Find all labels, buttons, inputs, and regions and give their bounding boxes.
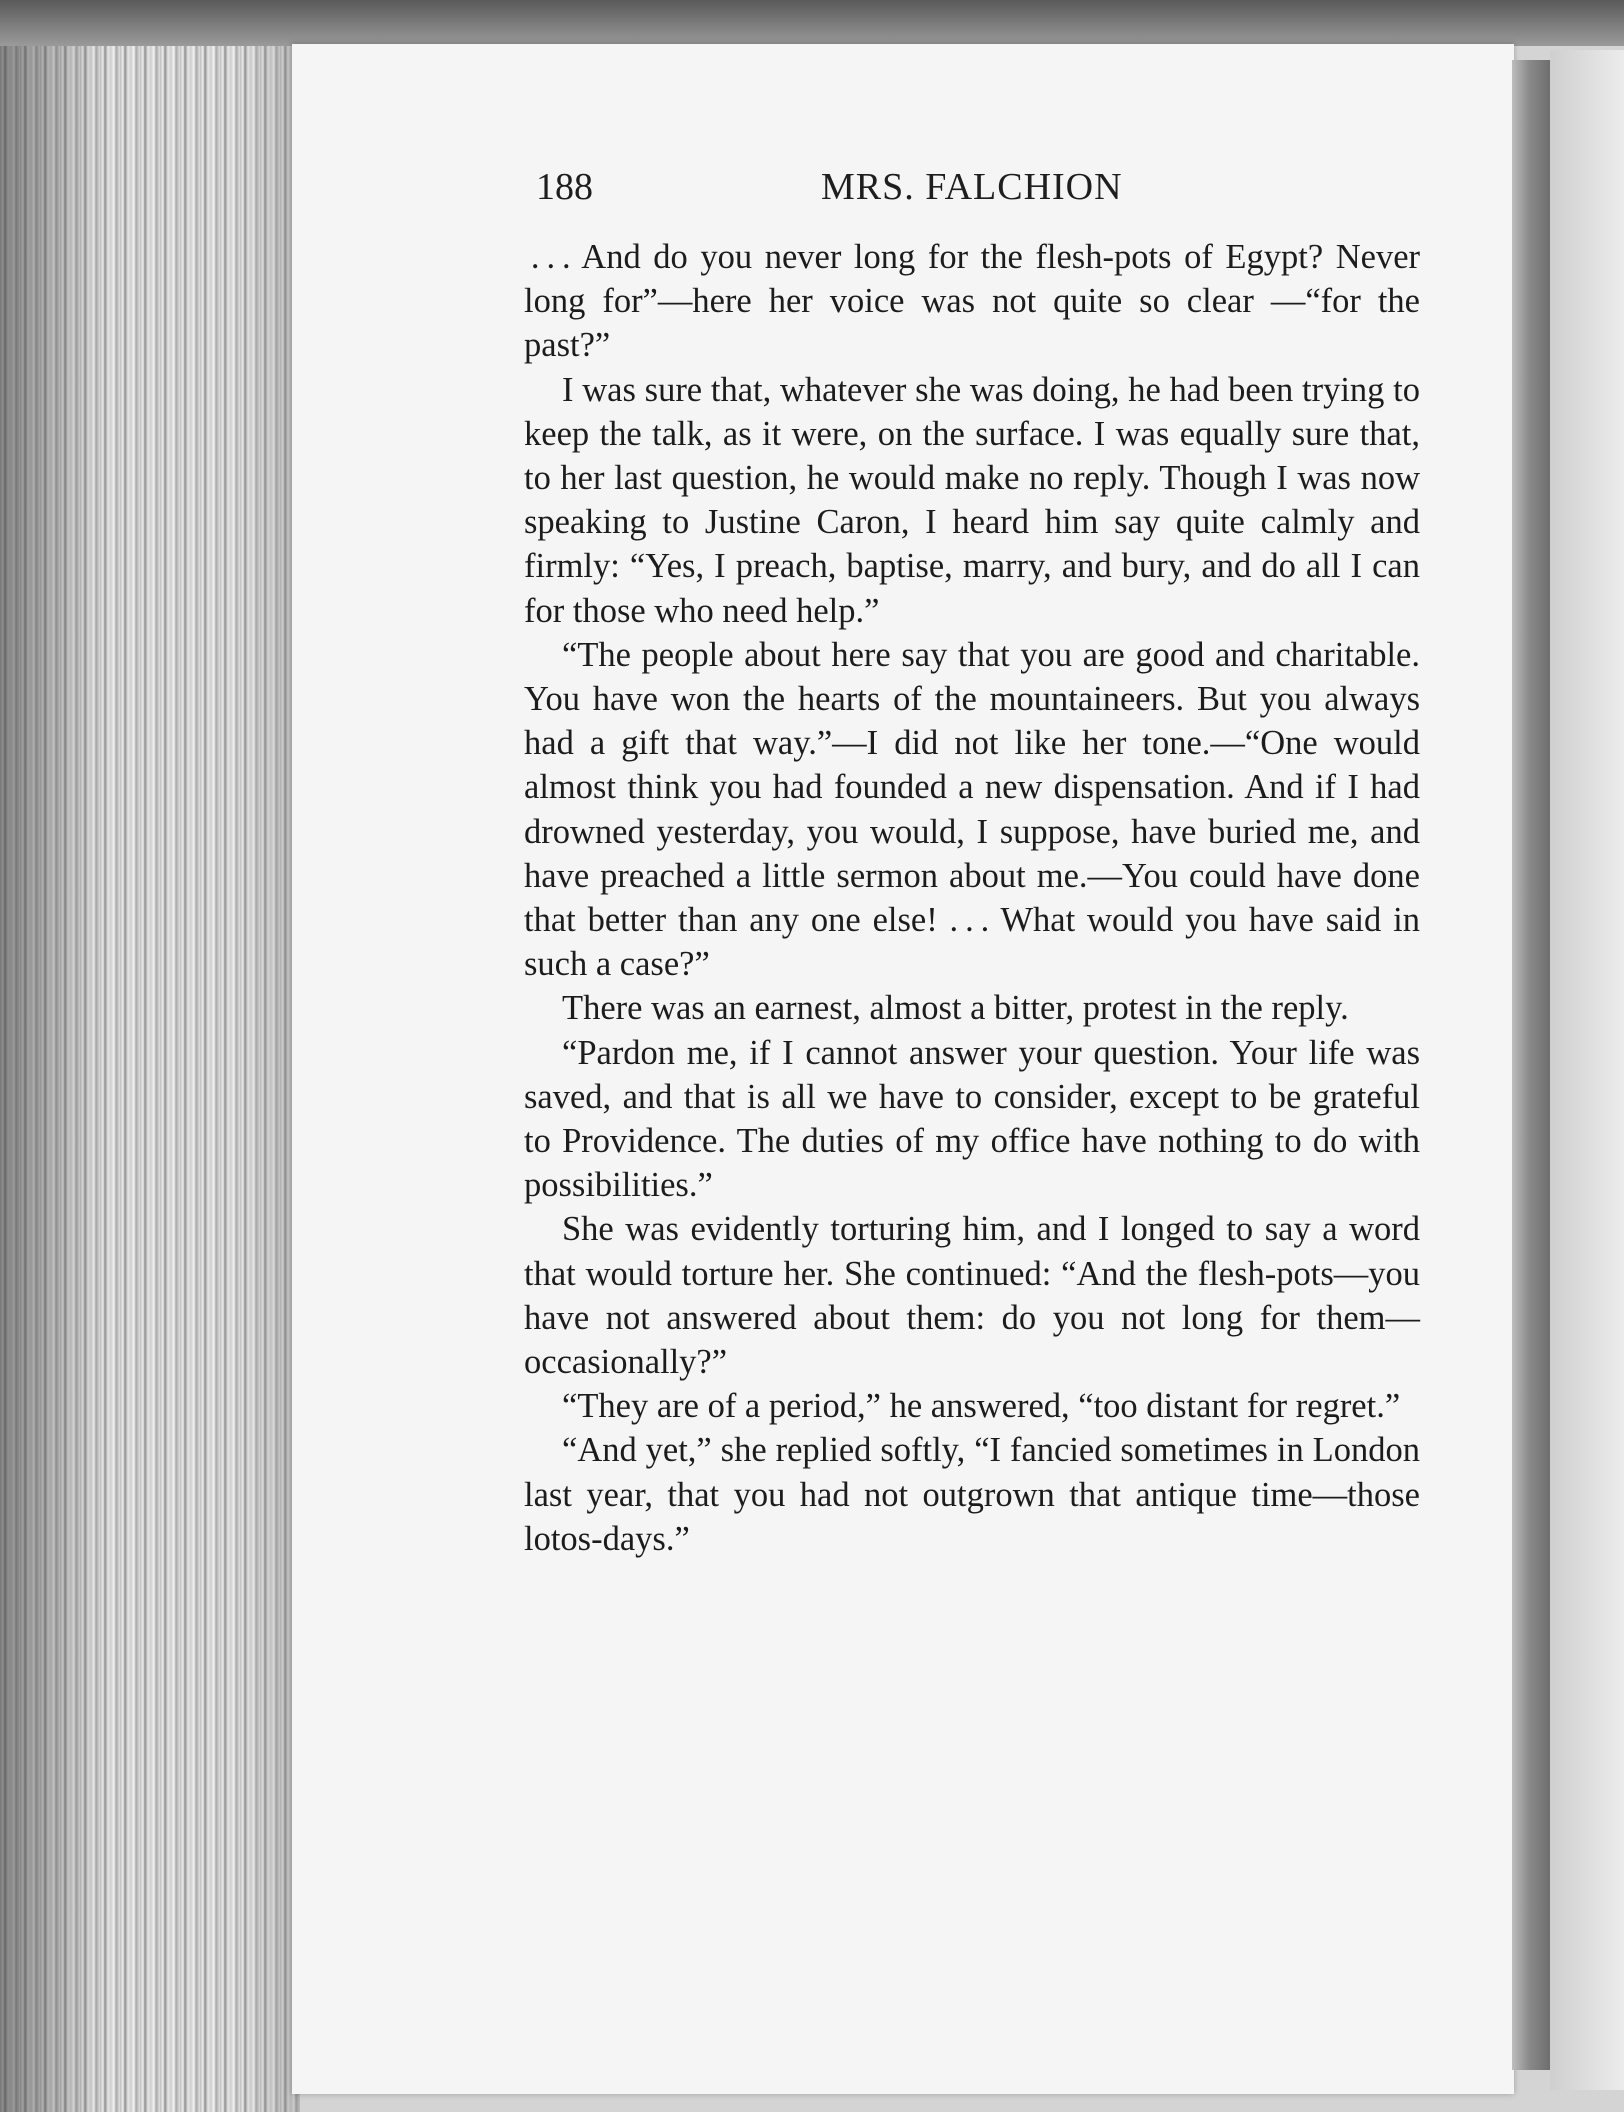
page-number: 188 (536, 166, 593, 208)
running-head (536, 165, 1146, 215)
facing-page-edge (1550, 50, 1624, 2090)
running-title: MRS. FALCHION (821, 166, 1123, 208)
paragraph: “And yet,” she replied softly, “I fancied sometimes in London last year, that you had not outgrown that antique time—those lotos-days.” (524, 1431, 1420, 1558)
paragraph: “The people about here say that you are good and charitable. You have won the hearts of the mountaineers. But you always had a gift that way.”—I did not like her tone.—“One would almost think you had founded a new dispensation. And if I had drowned yesterday, you would, I suppose, have buried me, and have preached a little sermon about me.—You could have done that better than any one else! . . . What would you have said in such a case?” (524, 635, 1420, 984)
book-fore-edge (0, 46, 300, 2112)
paragraph: She was evidently torturing him, and I longed to say a word that would torture her. She continued: “And the flesh-pots—you have not answered about them: do you not long for them—occasionally?” (524, 1210, 1420, 1382)
book-gutter-shadow (1512, 60, 1550, 2070)
paragraph: There was an earnest, almost a bitter, protest in the reply. (562, 989, 1349, 1028)
paragraph: I was sure that, whatever she was doing, he had been trying to keep the talk, as it were, on the surface. I was equally sure that, to her last question, he would make no reply. Though I was now speaking to Justine Caron, I heard him say quite calmly and firmly: “Yes, I preach, baptise, marry, and bury, and do all I can for those who need help.” (524, 370, 1420, 630)
scanner-top-edge (0, 0, 1624, 46)
paragraph: “They are of a period,” he answered, “too distant for regret.” (562, 1387, 1401, 1426)
body-text (524, 235, 1420, 1561)
paragraph: “Pardon me, if I cannot answer your question. Your life was saved, and that is all we have to consider, except to be grateful to Providence. The duties of my office have nothing to do with possibilities.” (524, 1033, 1420, 1205)
paragraph: . . . And do you never long for the flesh-pots of Egypt? Never long for”—here her voice was not quite so clear —“for the past?” (524, 238, 1420, 365)
